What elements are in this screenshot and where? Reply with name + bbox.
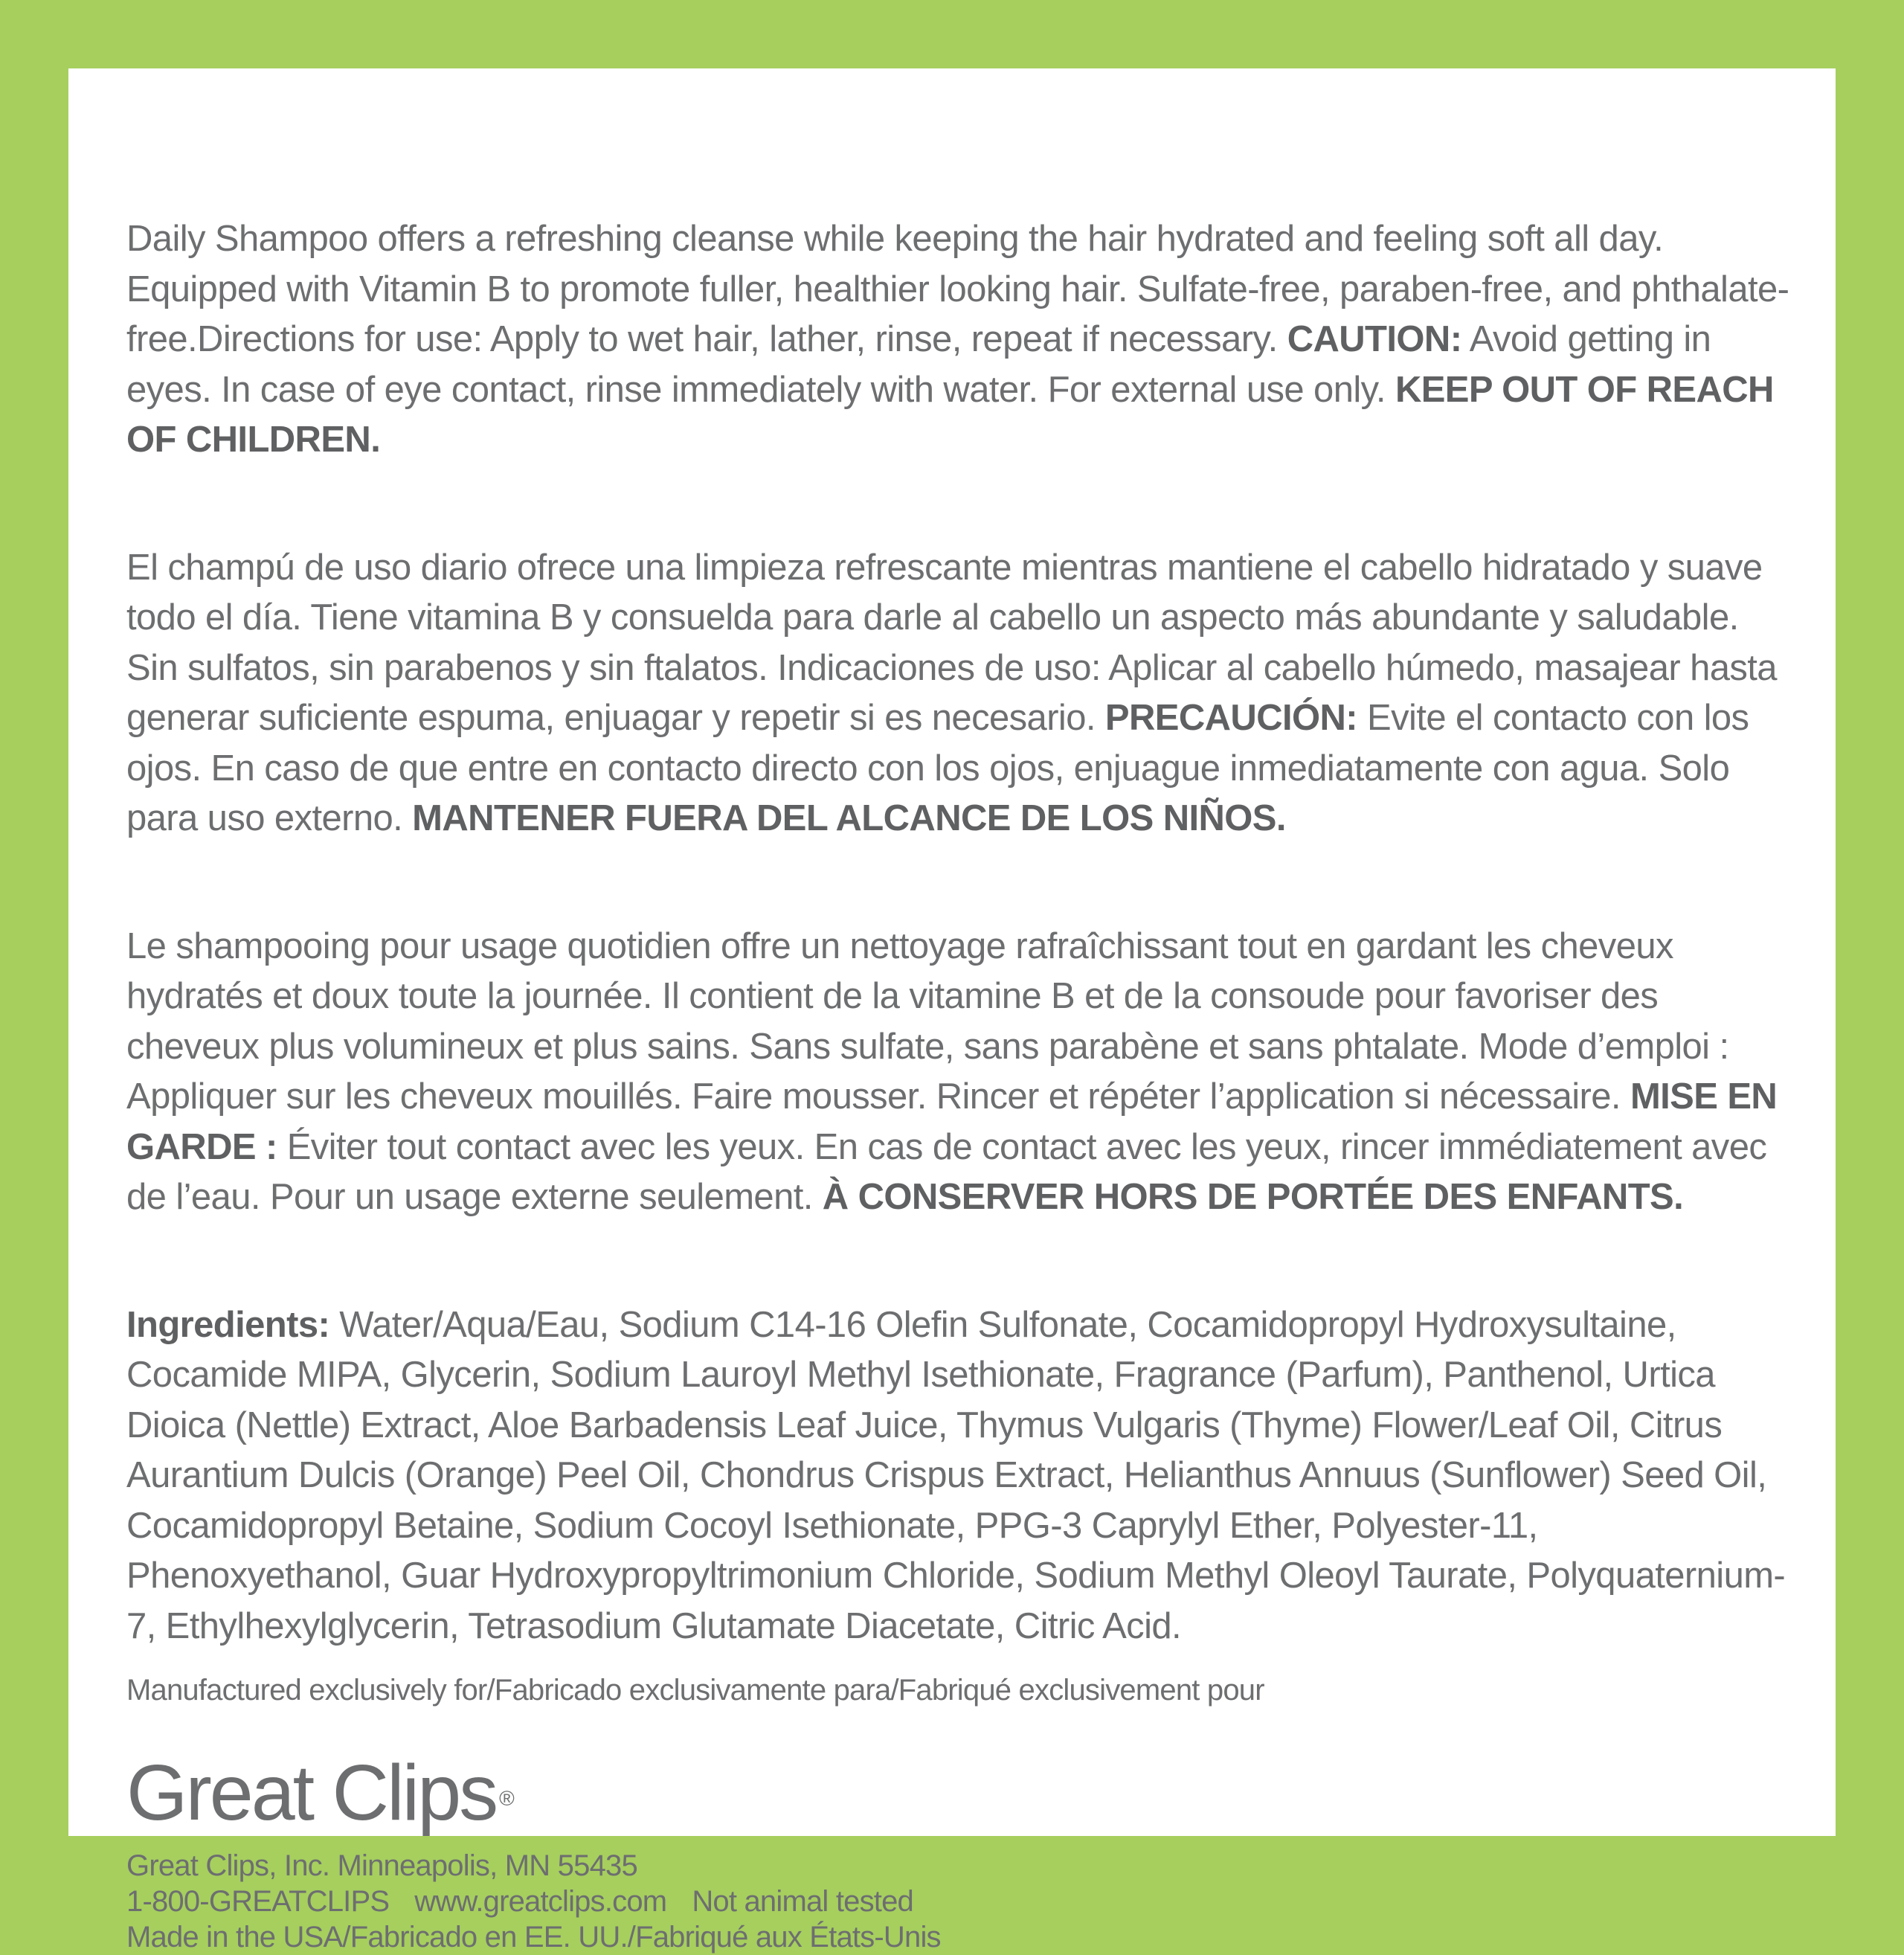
company-phone: 1-800-GREATCLIPS (126, 1885, 390, 1918)
animal-testing-note: Not animal tested (692, 1885, 913, 1918)
spanish-description (126, 543, 1792, 844)
english-caution-label: CAUTION: (1287, 319, 1462, 359)
french-description (126, 922, 1792, 1223)
registered-mark: ® (499, 1787, 515, 1810)
french-caution-text: Éviter tout contact avec les yeux. En cas de contact avec les yeux, rincer immédiatement avec de l’eau. Pour un usage externe seulement. (126, 1126, 1767, 1217)
label-panel (68, 68, 1836, 1954)
french-intro: Le shampooing pour usage quotidien offre un nettoyage rafraîchissant tout en gardant les cheveux hydratés et doux toute la journée. Il contient de la vitamine B et de la consoude pour favoriser des cheveux plus volumineux et plus sains. Sans sulfate, sans parabène et sans phtalate. Mode d’emploi : Appliquer sur les cheveux mouillés. Faire mousser. Rincer et répéter l’application si nécessaire. (126, 925, 1729, 1117)
company-address: Great Clips, Inc. Minneapolis, MN 55435 (126, 1849, 637, 1882)
country-of-origin: Made in the USA/Fabricado en EE. UU./Fabriqué aux États-Unis (126, 1921, 941, 1954)
spanish-keep-out-warning: MANTENER FUERA DEL ALCANCE DE LOS NIÑOS. (412, 798, 1286, 838)
company-website: www.greatclips.com (414, 1885, 667, 1918)
company-info (126, 1848, 1792, 1955)
english-description (126, 214, 1792, 466)
spanish-intro: El champú de uso diario ofrece una limpieza refrescante mientras mantiene el cabello hidratado y suave todo el día. Tiene vitamina B y consuelda para darle al cabello un aspecto más abundante y saludable. Sin sulfatos, sin parabenos y sin ftalatos. Indicaciones de uso: Aplicar al cabello húmedo, masajear hasta generar suficiente espuma, enjuagar y repetir si es necesario. (126, 547, 1777, 738)
ingredients-text: Water/Aqua/Eau, Sodium C14-16 Olefin Sulfonate, Cocamidopropyl Hydroxysultaine, Cocamide MIPA, Glycerin, Sodium Lauroyl Methyl Isethionate, Fragrance (Parfum), Panthenol, Urtica Dioica (Nettle) Extract, Aloe Barbadensis Leaf Juice, Thymus Vulgaris (Thyme) Flower/Leaf Oil, Citrus Aurantium Dulcis (Orange) Peel Oil, Chondrus Crispus Extract, Helianthus Annuus (Sunflower) Seed Oil, Cocamidopropyl Betaine, Sodium Cocoyl Isethionate, PPG-3 Caprylyl Ether, Polyester-11, Phenoxyethanol, Guar Hydroxypropyltrimonium Chloride, Sodium Methyl Oleoyl Taurate, Polyquaternium-7, Ethylhexylglycerin, Tetrasodium Glutamate Diacetate, Citric Acid. (126, 1304, 1786, 1646)
ingredients-list (126, 1300, 1792, 1652)
label-content (126, 214, 1792, 1955)
english-keep-out-warning: KEEP OUT OF REACH OF CHILDREN. (126, 369, 1774, 460)
english-intro: Daily Shampoo offers a refreshing cleanse while keeping the hair hydrated and feeling soft all day. Equipped with Vitamin B to promote fuller, healthier looking hair. Sulfate-free, paraben-free, and phthalate-free.Directions for use: Apply to wet hair, lather, rinse, repeat if necessary. (126, 219, 1789, 359)
logo-wordmark: Great Clips (126, 1749, 497, 1837)
english-caution-text: Avoid getting in eyes. In case of eye contact, rinse immediately with water. For external use only. (126, 319, 1711, 410)
great-clips-logo (126, 1748, 1792, 1837)
french-caution-label: MISE EN GARDE : (126, 1076, 1778, 1167)
spanish-caution-text: Evite el contacto con los ojos. En caso de que entre en contacto directo con los ojos, enjuague inmediatamente con agua. Solo para uso externo. (126, 698, 1749, 838)
manufactured-for-line: Manufactured exclusively for/Fabricado exclusivamente para/Fabriqué exclusivement pour (126, 1674, 1264, 1707)
ingredients-label: Ingredients: (126, 1304, 330, 1345)
french-keep-out-warning: À CONSERVER HORS DE PORTÉE DES ENFANTS. (822, 1177, 1684, 1217)
spanish-caution-label: PRECAUCIÓN: (1104, 698, 1358, 738)
